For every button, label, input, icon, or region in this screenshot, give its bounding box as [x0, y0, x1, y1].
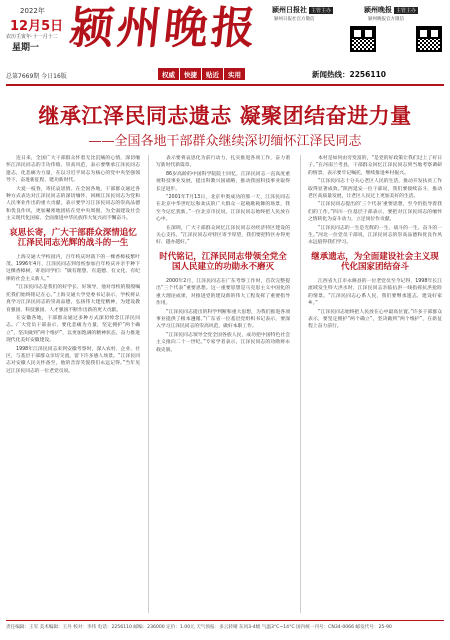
paragraph: “江泽民同志十分关心老区人民的生活，推动开发扶贫工作取得显著成效。”陕西延安一位干部说，我们要接续奋斗，推动老区高质量发展，让老区人民过上更加美好的生活。 — [308, 179, 442, 200]
paragraph: 在安徽各地，干部群众通过多种方式深切悼念江泽民同志。广大党员干部表示，要化悲痛为力量，坚定拥护“两个确立”，坚决做到“两个维护”，以更加饱满的精神状态，奋力推进现代化美好安徽建设。 — [6, 315, 140, 344]
qr-caption-evening: 颍州晚报官方微信 — [368, 17, 404, 22]
column-divider — [148, 155, 149, 613]
footer-info: 责任编辑：王军 美术编辑：王丹 校对：李伟 电话：2256110 邮编：236000 定价：1.00元 天气预报：多云转晴 东风3-4级 气温3°C~14°C 国内统一刊号：CN34-0066 邮发代号：25-90 — [6, 625, 392, 630]
logo-evening-tag: 主管主办 — [396, 8, 417, 14]
logo-evening-name: 颍州晚报 — [364, 6, 392, 14]
paragraph: “江泽民同志是我们的好学长、好领导，他对母校的殷殷嘱托我们始终铭记在心。”上海交通大学党委书记表示，学校将认真学习江泽民同志的崇高品德，弘扬伟大建党精神，为建设教育强国、科技强国、人才强国不断作出新的更大贡献。 — [6, 285, 140, 313]
slogan-item: 实用 — [228, 71, 241, 79]
section-heading: 哀思长寄，广大干部群众深情追忆江泽民同志光辉的战斗的一生 — [9, 227, 137, 249]
weekday: 星期一 — [12, 43, 40, 53]
footer-divider — [6, 620, 444, 621]
article-column-2 — [156, 155, 290, 613]
article-column-1 — [6, 155, 140, 613]
issue-info: 总第7669期 今日16版 — [6, 73, 67, 80]
date-box — [6, 6, 64, 52]
logo-daily — [272, 5, 333, 15]
paragraph: 在深圳，广大干部群众回忆江泽民同志对经济特区建设的关心支持。“江泽民同志对特区寄予厚望，我们要把特区办得更好、越办越好。” — [156, 225, 290, 246]
article-column-3 — [308, 155, 442, 613]
logo-evening — [364, 5, 418, 15]
sub-headline: ——全国各地干部群众继续深切缅怀江泽民同志 — [88, 134, 362, 149]
paragraph: “江泽民同志领导全党全国各族人民，成功把中国特色社会主义推向二十一世纪。”专家学者表示，江泽民同志的功勋将永载史册。 — [156, 332, 290, 353]
paragraph: 86岁高龄的中国科学院院士回忆，江泽民同志一直高度重视科技事业发展，提出科教兴国战略，推动我国科技事业取得长足进步。 — [156, 171, 290, 192]
logo-daily-name: 颍州日报社 — [272, 6, 307, 14]
paragraph: 连日来，全国广大干部群众怀着无比沉痛的心情，深切缅怀江泽民同志的丰功伟绩、崇高风范，表示要继承江泽民同志遗志，化悲痛为力量，在以习近平同志为核心的党中央坚强领导下，奋进新征程、建功新时代。 — [6, 156, 140, 184]
slogan-item: 快捷 — [180, 68, 202, 80]
paragraph: 本村是如何由穷变富的，“是党的好政策让我们过上了好日子。”在河南兰考县，干部群众回忆江泽民同志到当地考察调研的情景，表示要牢记嘱托，继续推进乡村振兴。 — [308, 156, 442, 176]
news-hotline: 新闻热线：2256110 — [312, 70, 387, 79]
slogan-item: 权威 — [158, 68, 180, 80]
masthead — [0, 0, 450, 82]
section-heading: 继承遗志，为全面建设社会主义现代化国家团结奋斗 — [311, 251, 439, 273]
paragraph: “江泽民同志提出的‘三个代表’重要思想，至今仍指导着我们的工作。”四川一位基层干部表示，要把对江泽民同志的缅怀之情转化为奋斗动力，立足岗位作贡献。 — [308, 202, 442, 223]
section-heading: 时代铭记，江泽民同志带领全党全国人民建立的功勋永不磨灭 — [159, 251, 287, 273]
qr-caption-daily: 颍州日报社官方微信 — [274, 17, 315, 22]
qr-code-icon[interactable] — [416, 26, 442, 52]
lunar-date: 农历壬寅年·十一月十二 — [6, 34, 58, 40]
column-divider — [300, 155, 301, 613]
paragraph: 1998年江泽民同志来到安徽考察时，深入农村、企业、社区，与基层干部群众亲切交流，留下许多感人场景。“江泽民同志对安徽人民关怀备至，他的音容笑貌我们永远记得。”当年见过江泽民同志的一位老党员说。 — [6, 346, 140, 374]
paragraph: “江泽民同志提出的科学判断和重大思想，为我们推进各项事业提供了根本遵循。”广东省一位基层党组织书记表示，要深入学习江泽民同志的崇高风范，做好本职工作。 — [156, 309, 290, 330]
paragraph: “江泽民同志始终把人民放在心中最高位置。”许多干部群众表示，要坚定拥护“两个确立”，坚决做到“两个维护”，在新征程上奋力前行。 — [308, 309, 442, 330]
masthead-divider — [6, 84, 444, 86]
logo-daily-tag: 主管主办 — [311, 8, 332, 14]
year: 2022年 — [20, 7, 45, 15]
newspaper-brand: 颍州晚报 — [67, 3, 261, 54]
paragraph: 2000年2月，江泽民同志在广东考察工作时，首次完整提出“三个代表”重要思想。这一重要思想是马克思主义中国化的重大理论成果，对推进党的建设新的伟大工程发挥了重要指导作用。 — [156, 278, 290, 307]
paragraph: “2001年7月13日，北京申奥成功的那一天，江泽民同志在北京中华世纪坛和欢庆的广大群众一起载歌载舞的场景，我至今记忆犹新。”一位北京市民说，江泽民同志始终把人民放在心中。 — [156, 195, 290, 223]
paragraph: 上海交通大学校园内，百年校庆时栽下的一棵香樟枝繁叶茂。1996年4月，江泽民同志到母校参加百年校庆并亲手种下这棵香樟树，寄语同学们：“做有理想、有道德、有文化、有纪律的社会主义新人。” — [6, 254, 140, 282]
main-headline[interactable]: 继承江泽民同志遗志 凝聚团结奋进力量 — [38, 104, 412, 128]
qr-code-icon[interactable] — [350, 26, 376, 52]
slogan-bar — [158, 68, 245, 80]
partner-logos — [272, 5, 450, 35]
month-day: 12月5日 — [10, 19, 64, 34]
paragraph: “江泽民同志的一生是光辉的一生、战斗的一生、奋斗的一生。”河北一位党员干部说，江泽民同志的崇高品德和优良作风永远值得我们学习。 — [308, 225, 442, 246]
paragraph: 表示要将哀思化为前行动力，扎实推进各项工作，奋力谱写新时代新篇章。 — [156, 156, 290, 169]
paragraph: 大爱一枝春，寄托哀思情。在全国各地，干部群众通过各种方式表达对江泽民同志的深切缅怀，回顾江泽民同志为党和人民事业作出的重大贡献，表示要学习江泽民同志的崇高品德和优良作风，更加紧密地团结在党中央周围，为全面建设社会主义现代化国家、全面推进中华民族伟大复兴而不懈奋斗。 — [6, 186, 140, 222]
paragraph: 江西省九江市永修县的一位老党员至今记得，1998年长江流域发生特大洪水时，江泽民同志亲临抗洪一线指挥抗洪抢险的情景。“江泽民同志心系人民，我们要继承遗志，建设好家乡。” — [308, 278, 442, 307]
article-body — [6, 155, 444, 613]
slogan-item: 贴近 — [202, 68, 224, 80]
